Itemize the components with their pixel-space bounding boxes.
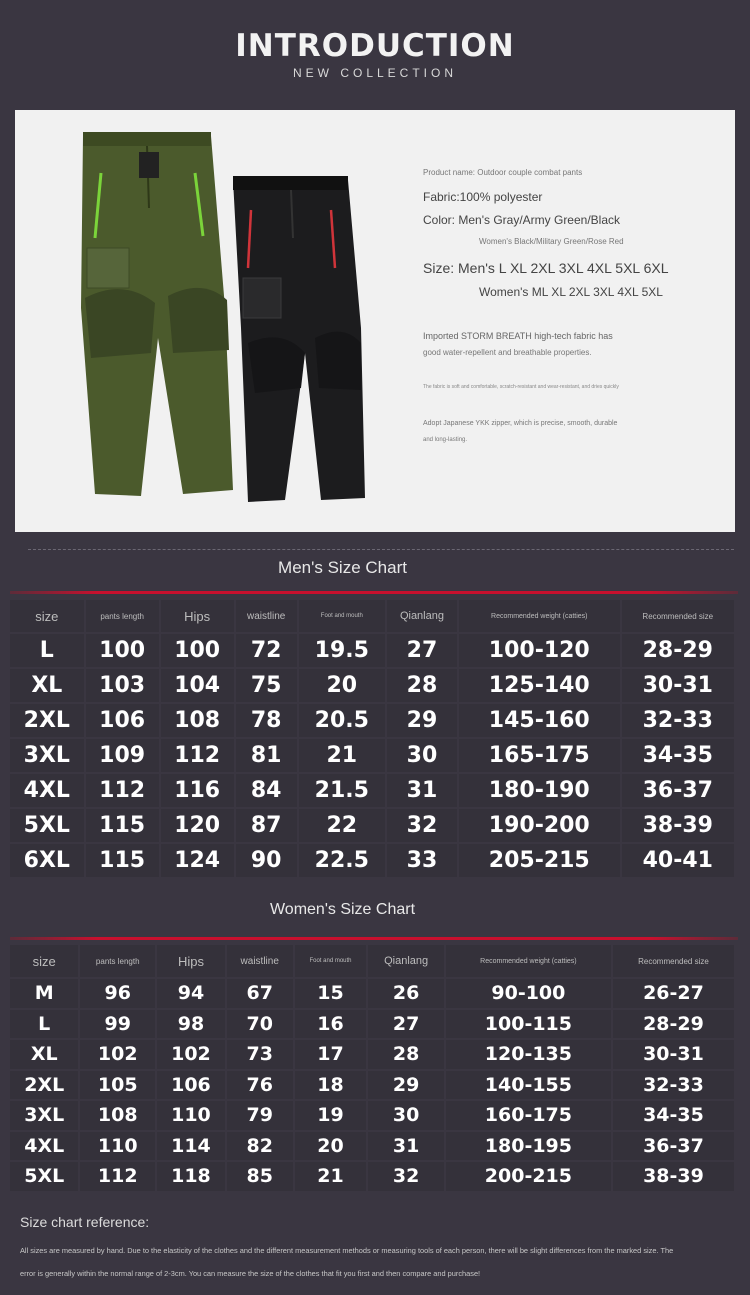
table-cell: 31 — [368, 1132, 443, 1161]
product-feature-fabric-2: good water-repellent and breathable properties. — [423, 348, 592, 357]
table-cell: 70 — [227, 1010, 293, 1039]
table-cell: 85 — [227, 1162, 293, 1191]
col-size: size — [10, 600, 84, 632]
table-cell: 34-35 — [613, 1101, 734, 1130]
table-row — [10, 774, 734, 807]
table-cell: 124 — [161, 844, 234, 877]
men-size-table — [8, 598, 736, 879]
table-cell: 100 — [161, 634, 234, 667]
col-hips: Hips — [157, 945, 225, 977]
col-recommended-size: Recommended size — [613, 945, 734, 977]
table-cell: 27 — [368, 1010, 443, 1039]
table-cell: 106 — [157, 1071, 225, 1100]
table-cell: 4XL — [10, 774, 84, 807]
table-row — [10, 634, 734, 667]
table-cell: 5XL — [10, 1162, 78, 1191]
product-feature-fabric: Imported STORM BREATH high-tech fabric has — [423, 331, 613, 341]
table-cell: 15 — [295, 979, 367, 1008]
table-cell: 100-120 — [459, 634, 620, 667]
col-weight: Recommended weight (catties) — [446, 945, 611, 977]
table-cell: 110 — [80, 1132, 155, 1161]
women-size-table — [8, 943, 736, 1193]
table-cell: M — [10, 979, 78, 1008]
table-row — [10, 979, 734, 1008]
col-qianlang: Qianlang — [387, 600, 457, 632]
table-cell: 205-215 — [459, 844, 620, 877]
table-cell: 26-27 — [613, 979, 734, 1008]
table-cell: 165-175 — [459, 739, 620, 772]
table-cell: 2XL — [10, 704, 84, 737]
table-row — [10, 1071, 734, 1100]
product-panel — [15, 110, 735, 532]
table-cell: 120-135 — [446, 1040, 611, 1069]
table-cell: 120 — [161, 809, 234, 842]
table-cell: 67 — [227, 979, 293, 1008]
product-feature-zipper: Adopt Japanese YKK zipper, which is precise, smooth, durable — [423, 420, 618, 427]
table-cell: 20.5 — [299, 704, 385, 737]
table-cell: 36-37 — [622, 774, 734, 807]
page-header — [0, 28, 750, 80]
page-title: INTRODUCTION — [235, 28, 515, 64]
table-cell: 104 — [161, 669, 234, 702]
reference-title: Size chart reference: — [20, 1214, 150, 1230]
table-cell: L — [10, 1010, 78, 1039]
table-cell: 99 — [80, 1010, 155, 1039]
table-cell: 30 — [368, 1101, 443, 1130]
product-size-women: Women's ML XL 2XL 3XL 4XL 5XL — [479, 285, 663, 299]
table-cell: 3XL — [10, 739, 84, 772]
table-cell: 31 — [387, 774, 457, 807]
table-cell: 145-160 — [459, 704, 620, 737]
table-cell: 29 — [368, 1071, 443, 1100]
table-cell: 118 — [157, 1162, 225, 1191]
table-cell: 105 — [80, 1071, 155, 1100]
table-cell: 27 — [387, 634, 457, 667]
col-pants-length: pants length — [86, 600, 159, 632]
table-cell: XL — [10, 669, 84, 702]
table-cell: L — [10, 634, 84, 667]
table-cell: 87 — [236, 809, 297, 842]
table-row — [10, 739, 734, 772]
table-cell: 19 — [295, 1101, 367, 1130]
table-row — [10, 809, 734, 842]
product-image — [43, 128, 403, 513]
table-cell: 160-175 — [446, 1101, 611, 1130]
table-cell: 90-100 — [446, 979, 611, 1008]
table-cell: 115 — [86, 809, 159, 842]
col-pants-length: pants length — [80, 945, 155, 977]
table-cell: 4XL — [10, 1132, 78, 1161]
table-cell: 108 — [80, 1101, 155, 1130]
col-hips: Hips — [161, 600, 234, 632]
table-cell: 112 — [86, 774, 159, 807]
table-cell: 103 — [86, 669, 159, 702]
table-cell: 190-200 — [459, 809, 620, 842]
women-chart-rule — [10, 937, 738, 940]
table-cell: 21.5 — [299, 774, 385, 807]
table-cell: 38-39 — [613, 1162, 734, 1191]
divider — [28, 549, 734, 550]
table-cell: 32 — [387, 809, 457, 842]
table-cell: 200-215 — [446, 1162, 611, 1191]
col-waistline: waistline — [227, 945, 293, 977]
table-cell: 102 — [157, 1040, 225, 1069]
table-cell: 98 — [157, 1010, 225, 1039]
table-row — [10, 1101, 734, 1130]
table-row — [10, 704, 734, 737]
table-cell: 6XL — [10, 844, 84, 877]
table-cell: 19.5 — [299, 634, 385, 667]
men-chart-title: Men's Size Chart — [278, 558, 407, 577]
table-cell: 84 — [236, 774, 297, 807]
table-cell: 33 — [387, 844, 457, 877]
table-cell: 20 — [295, 1132, 367, 1161]
table-cell: 30 — [387, 739, 457, 772]
table-cell: 81 — [236, 739, 297, 772]
product-color-men: Color: Men's Gray/Army Green/Black — [423, 213, 621, 227]
table-cell: 32 — [368, 1162, 443, 1191]
table-cell: 21 — [299, 739, 385, 772]
col-weight: Recommended weight (catties) — [459, 600, 620, 632]
table-row — [10, 1162, 734, 1191]
table-row — [10, 669, 734, 702]
product-fabric: Fabric:100% polyester — [423, 190, 543, 204]
table-cell: 106 — [86, 704, 159, 737]
table-cell: 76 — [227, 1071, 293, 1100]
table-cell: 21 — [295, 1162, 367, 1191]
table-cell: XL — [10, 1040, 78, 1069]
table-cell: 73 — [227, 1040, 293, 1069]
table-cell: 102 — [80, 1040, 155, 1069]
table-cell: 140-155 — [446, 1071, 611, 1100]
table-cell: 22.5 — [299, 844, 385, 877]
table-cell: 34-35 — [622, 739, 734, 772]
product-feature-comfort: The fabric is soft and comfortable, scratch-resistant and wear-resistant, and dries quickly — [423, 384, 619, 390]
table-cell: 112 — [80, 1162, 155, 1191]
table-cell: 90 — [236, 844, 297, 877]
product-name: Product name: Outdoor couple combat pants — [423, 168, 583, 177]
table-cell: 94 — [157, 979, 225, 1008]
table-cell: 180-195 — [446, 1132, 611, 1161]
col-waistline: waistline — [236, 600, 297, 632]
table-cell: 20 — [299, 669, 385, 702]
table-cell: 16 — [295, 1010, 367, 1039]
col-qianlang: Qianlang — [368, 945, 443, 977]
table-cell: 109 — [86, 739, 159, 772]
reference-note-1: All sizes are measured by hand. Due to the elasticity of the clothes and the different measurement methods or measuring tools of each person, there will be slight differences from the marked size. The — [20, 1246, 674, 1255]
table-cell: 28-29 — [613, 1010, 734, 1039]
col-foot-mouth: Foot and mouth — [295, 945, 367, 977]
table-cell: 2XL — [10, 1071, 78, 1100]
product-feature-zipper-2: and long-lasting. — [423, 437, 468, 443]
col-recommended-size: Recommended size — [622, 600, 734, 632]
table-cell: 5XL — [10, 809, 84, 842]
table-cell: 28-29 — [622, 634, 734, 667]
table-cell: 17 — [295, 1040, 367, 1069]
table-cell: 28 — [368, 1040, 443, 1069]
table-cell: 22 — [299, 809, 385, 842]
table-cell: 100 — [86, 634, 159, 667]
men-chart-rule — [10, 591, 738, 594]
table-cell: 32-33 — [622, 704, 734, 737]
table-cell: 28 — [387, 669, 457, 702]
table-row — [10, 1132, 734, 1161]
table-cell: 78 — [236, 704, 297, 737]
table-cell: 180-190 — [459, 774, 620, 807]
women-chart-title: Women's Size Chart — [269, 901, 416, 918]
table-cell: 114 — [157, 1132, 225, 1161]
table-cell: 100-115 — [446, 1010, 611, 1039]
green-pants-image — [81, 132, 233, 496]
table-row — [10, 1040, 734, 1069]
table-cell: 3XL — [10, 1101, 78, 1130]
table-cell: 116 — [161, 774, 234, 807]
page-subtitle: NEW COLLECTION — [292, 66, 457, 80]
table-cell: 30-31 — [622, 669, 734, 702]
table-cell: 32-33 — [613, 1071, 734, 1100]
table-header-row — [10, 945, 734, 977]
table-cell: 96 — [80, 979, 155, 1008]
table-cell: 79 — [227, 1101, 293, 1130]
table-cell: 26 — [368, 979, 443, 1008]
table-cell: 125-140 — [459, 669, 620, 702]
product-color-women: Women's Black/Military Green/Rose Red — [479, 237, 624, 246]
table-cell: 29 — [387, 704, 457, 737]
col-size: size — [10, 945, 78, 977]
black-pants-image — [233, 176, 365, 502]
table-cell: 112 — [161, 739, 234, 772]
table-header-row — [10, 600, 734, 632]
table-cell: 38-39 — [622, 809, 734, 842]
table-cell: 75 — [236, 669, 297, 702]
table-cell: 40-41 — [622, 844, 734, 877]
table-row — [10, 1010, 734, 1039]
table-cell: 30-31 — [613, 1040, 734, 1069]
reference-note-2: error is generally within the normal range of 2-3cm. You can measure the size of the clothes that fit you first and then compare and purchase! — [20, 1269, 481, 1278]
table-cell: 72 — [236, 634, 297, 667]
product-size-men: Size: Men's L XL 2XL 3XL 4XL 5XL 6XL — [423, 260, 669, 276]
table-row — [10, 844, 734, 877]
table-cell: 110 — [157, 1101, 225, 1130]
table-cell: 115 — [86, 844, 159, 877]
table-cell: 36-37 — [613, 1132, 734, 1161]
table-cell: 18 — [295, 1071, 367, 1100]
table-cell: 82 — [227, 1132, 293, 1161]
table-cell: 108 — [161, 704, 234, 737]
col-foot-mouth: Foot and mouth — [299, 600, 385, 632]
